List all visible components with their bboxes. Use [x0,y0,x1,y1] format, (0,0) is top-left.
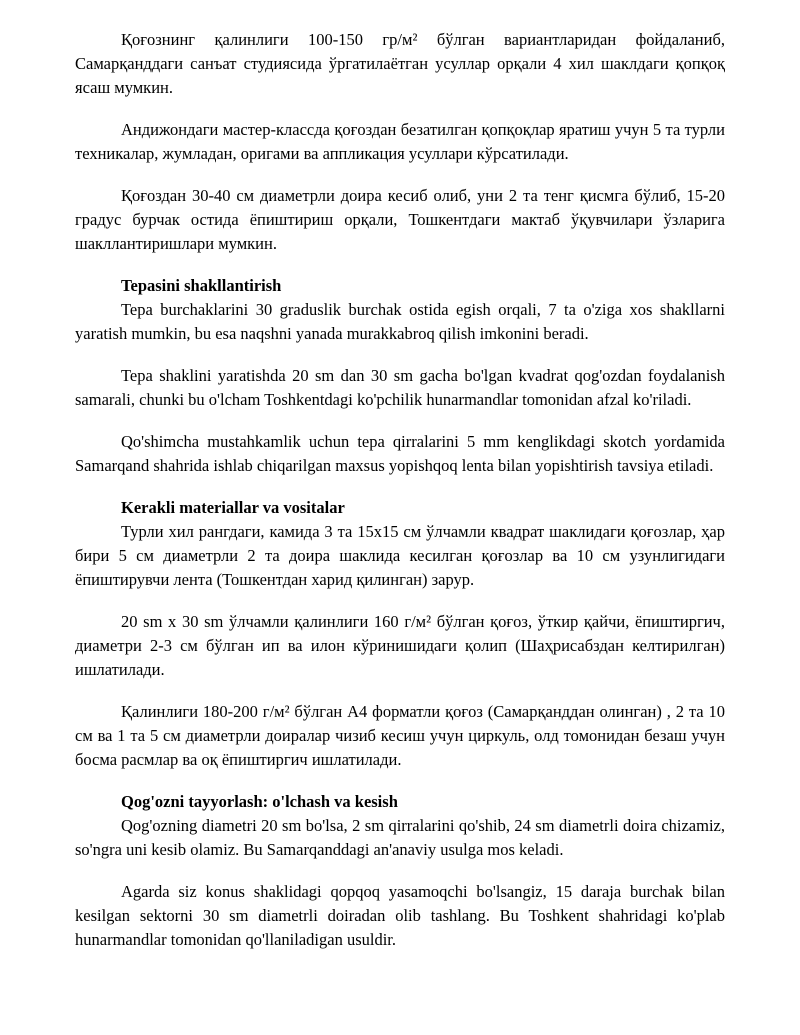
intro-paragraph-1: Қоғознинг қалинлиги 100-150 гр/м² бўлган вариантларидан фойдаланиб, Самарқанддаги санъат студиясида ўргатилаётган усуллар орқали 4 хил шаклдаги қопқоқ ясаш мумкин. [75,30,725,97]
section1-paragraph-3: Qo'shimcha mustahkamlik uchun tepa qirralarini 5 mm kenglikdagi skotch yordamida Samarqand shahrida ishlab chiqarilgan maxsus yopishqoq lenta bilan yopishtirish tavsiya etiladi. [75,432,725,475]
section2-paragraph-1: Турли хил рангдаги, камида 3 та 15х15 см ўлчамли квадрат шаклидаги қоғозлар, ҳар бири 5 см диаметрли 2 та доира шаклида кесилган қоғозлар ва 10 см узунлигидаги ёпиштирувчи лента (Тошкентдан харид қилинган) зарур. [75,522,725,589]
section1-paragraph-2: Tepa shaklini yaratishda 20 sm dan 30 sm gacha bo'lgan kvadrat qog'ozdan foydalanish samarali, chunki bu o'lcham Toshkentdagi ko'pchilik hunarmandlar tomonidan afzal ko'riladi. [75,366,725,409]
section2-paragraph-3: Қалинлиги 180-200 г/м² бўлган А4 форматли қоғоз (Самарқанддан олинган) , 2 та 10 см ва 1 та 5 см диаметрли доиралар чизиб кесиш учун циркуль, олд томонидан безаш учун босма расмлар ва оқ ёпиштиргич ишлатилади. [75,702,725,769]
section2-paragraph-2: 20 sm x 30 sm ўлчамли қалинлиги 160 г/м² бўлган қоғоз, ўткир қайчи, ёпиштиргич, диаметри 2-3 см бўлган ип ва илон кўринишидаги қолип (Шаҳрисабздан келтирилган) ишлатилади. [75,612,725,679]
section-heading-materials: Kerakli materiallar va vositalar [121,498,345,517]
section-heading-tepasini: Tepasini shakllantirish [121,276,282,295]
section3-paragraph-1: Qog'ozning diametri 20 sm bo'lsa, 2 sm qirralarini qo'shib, 24 sm diametrli doira chizamiz, so'ngra uni kesib olamiz. Bu Samarqanddagi an'anaviy usulga mos keladi. [75,816,725,859]
intro-paragraph-2: Андижондаги мастер-классда қоғоздан безатилган қопқоқлар яратиш учун 5 та турли техникалар, жумладан, оригами ва аппликация усуллари кўрсатилади. [75,120,725,163]
section-heading-preparation: Qog'ozni tayyorlash: o'lchash va kesish [121,792,398,811]
section1-paragraph-1: Tepa burchaklarini 30 graduslik burchak ostida egish orqali, 7 ta o'ziga xos shakllarni yaratish mumkin, bu esa naqshni yanada murakkabroq qilish imkonini beradi. [75,300,725,343]
document-page [75,28,725,952]
intro-paragraph-3: Қоғоздан 30-40 см диаметрли доира кесиб олиб, уни 2 та тенг қисмга бўлиб, 15-20 градус бурчак остида ёпиштириш орқали, Тошкентдаги мактаб ўқувчилари ўзларига шакллантиришлари мумкин. [75,186,725,253]
section3-paragraph-2: Agarda siz konus shaklidagi qopqoq yasamoqchi bo'lsangiz, 15 daraja burchak bilan kesilgan sektorni 30 sm diametrli doiradan olib tashlang. Bu Toshkent shahridagi ko'plab hunarmandlar tomonidan qo'llaniladigan usuldir. [75,882,725,949]
